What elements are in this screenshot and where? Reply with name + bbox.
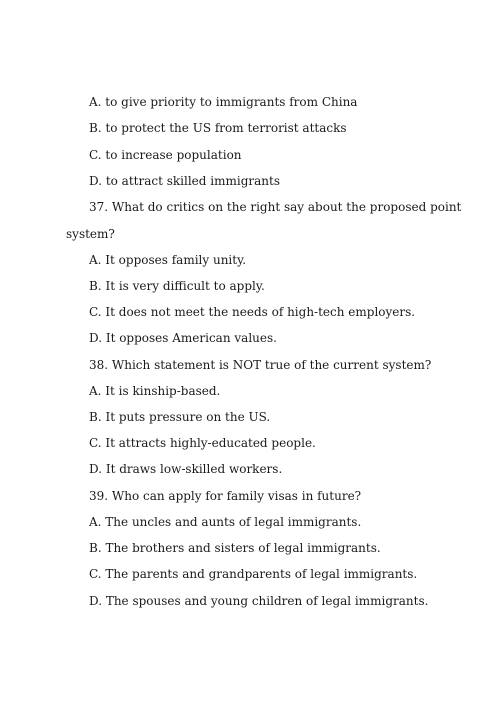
q37-option-c: C. It does not meet the needs of high-tech employers. <box>89 305 416 319</box>
q37-stem-line1: 37. What do critics on the right say about the proposed point <box>89 200 462 214</box>
q38-option-d: D. It draws low-skilled workers. <box>89 462 283 476</box>
q37-option-a: A. It opposes family unity. <box>89 253 247 267</box>
q37-option-d: D. It opposes American values. <box>89 331 277 345</box>
q39-option-b: B. The brothers and sisters of legal immigrants. <box>89 541 381 555</box>
q36-option-c: C. to increase population <box>89 148 242 162</box>
q39-stem: 39. Who can apply for family visas in future? <box>89 489 362 503</box>
q36-option-a: A. to give priority to immigrants from China <box>89 95 358 109</box>
q38-option-a: A. It is kinship-based. <box>89 384 221 398</box>
q39-option-c: C. The parents and grandparents of legal immigrants. <box>89 567 418 581</box>
q37-stem-line2: system? <box>66 227 115 241</box>
q37-option-b: B. It is very difficult to apply. <box>89 279 265 293</box>
q38-option-b: B. It puts pressure on the US. <box>89 410 271 424</box>
q36-option-b: B. to protect the US from terrorist attacks <box>89 121 347 135</box>
q39-option-a: A. The uncles and aunts of legal immigrants. <box>89 515 362 529</box>
q38-stem: 38. Which statement is NOT true of the current system? <box>89 358 432 372</box>
q36-option-d: D. to attract skilled immigrants <box>89 174 280 188</box>
q39-option-d: D. The spouses and young children of legal immigrants. <box>89 594 429 608</box>
q38-option-c: C. It attracts highly-educated people. <box>89 436 316 450</box>
